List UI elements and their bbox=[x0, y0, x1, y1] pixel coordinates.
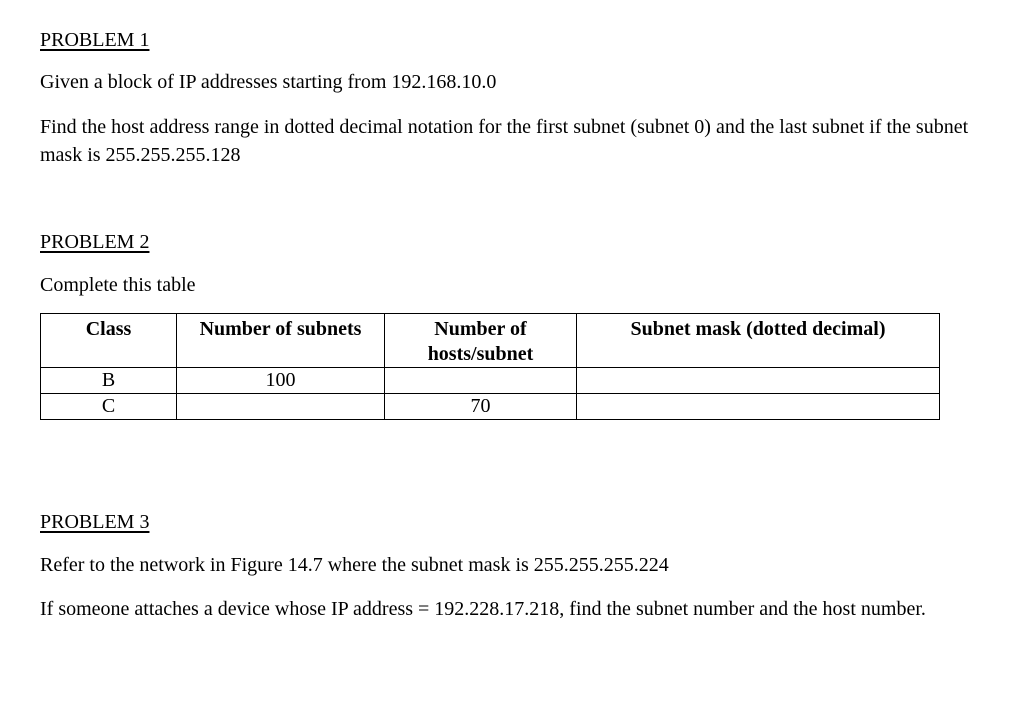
table-cell-mask bbox=[577, 394, 940, 420]
table-header-row bbox=[41, 314, 940, 368]
subnet-table bbox=[40, 313, 940, 420]
problem-1-given-text: Given a block of IP addresses starting from 192.168.10.0 bbox=[40, 71, 497, 93]
table-cell-hosts: 70 bbox=[385, 394, 577, 420]
table-cell-mask bbox=[577, 368, 940, 394]
table-header-subnet-mask: Subnet mask (dotted decimal) bbox=[577, 314, 940, 368]
problem-2-heading: PROBLEM 2 bbox=[40, 231, 150, 253]
table-row bbox=[41, 368, 940, 394]
table-cell-subnets bbox=[177, 394, 385, 420]
problem-1-question-text: Find the host address range in dotted decimal notation for the first subnet (subnet 0) and the last subnet if the subnet mask is 255.255.255.128 bbox=[40, 116, 969, 166]
table-row bbox=[41, 394, 940, 420]
table-cell-class: B bbox=[41, 368, 177, 394]
table-header-number-of-subnets: Number of subnets bbox=[177, 314, 385, 368]
table-cell-subnets: 100 bbox=[177, 368, 385, 394]
problem-1-heading: PROBLEM 1 bbox=[40, 29, 150, 51]
table-header-class: Class bbox=[41, 314, 177, 368]
problem-3-network-text: Refer to the network in Figure 14.7 where the subnet mask is 255.255.255.224 bbox=[40, 554, 669, 576]
table-cell-class: C bbox=[41, 394, 177, 420]
table-cell-hosts bbox=[385, 368, 577, 394]
problem-2-intro-text: Complete this table bbox=[40, 274, 196, 296]
table-header-hosts-per-subnet: Number of hosts/subnet bbox=[385, 314, 577, 368]
problem-3-question-text: If someone attaches a device whose IP address = 192.228.17.218, find the subnet number and the host number. bbox=[40, 598, 926, 620]
problem-3-heading: PROBLEM 3 bbox=[40, 511, 150, 533]
